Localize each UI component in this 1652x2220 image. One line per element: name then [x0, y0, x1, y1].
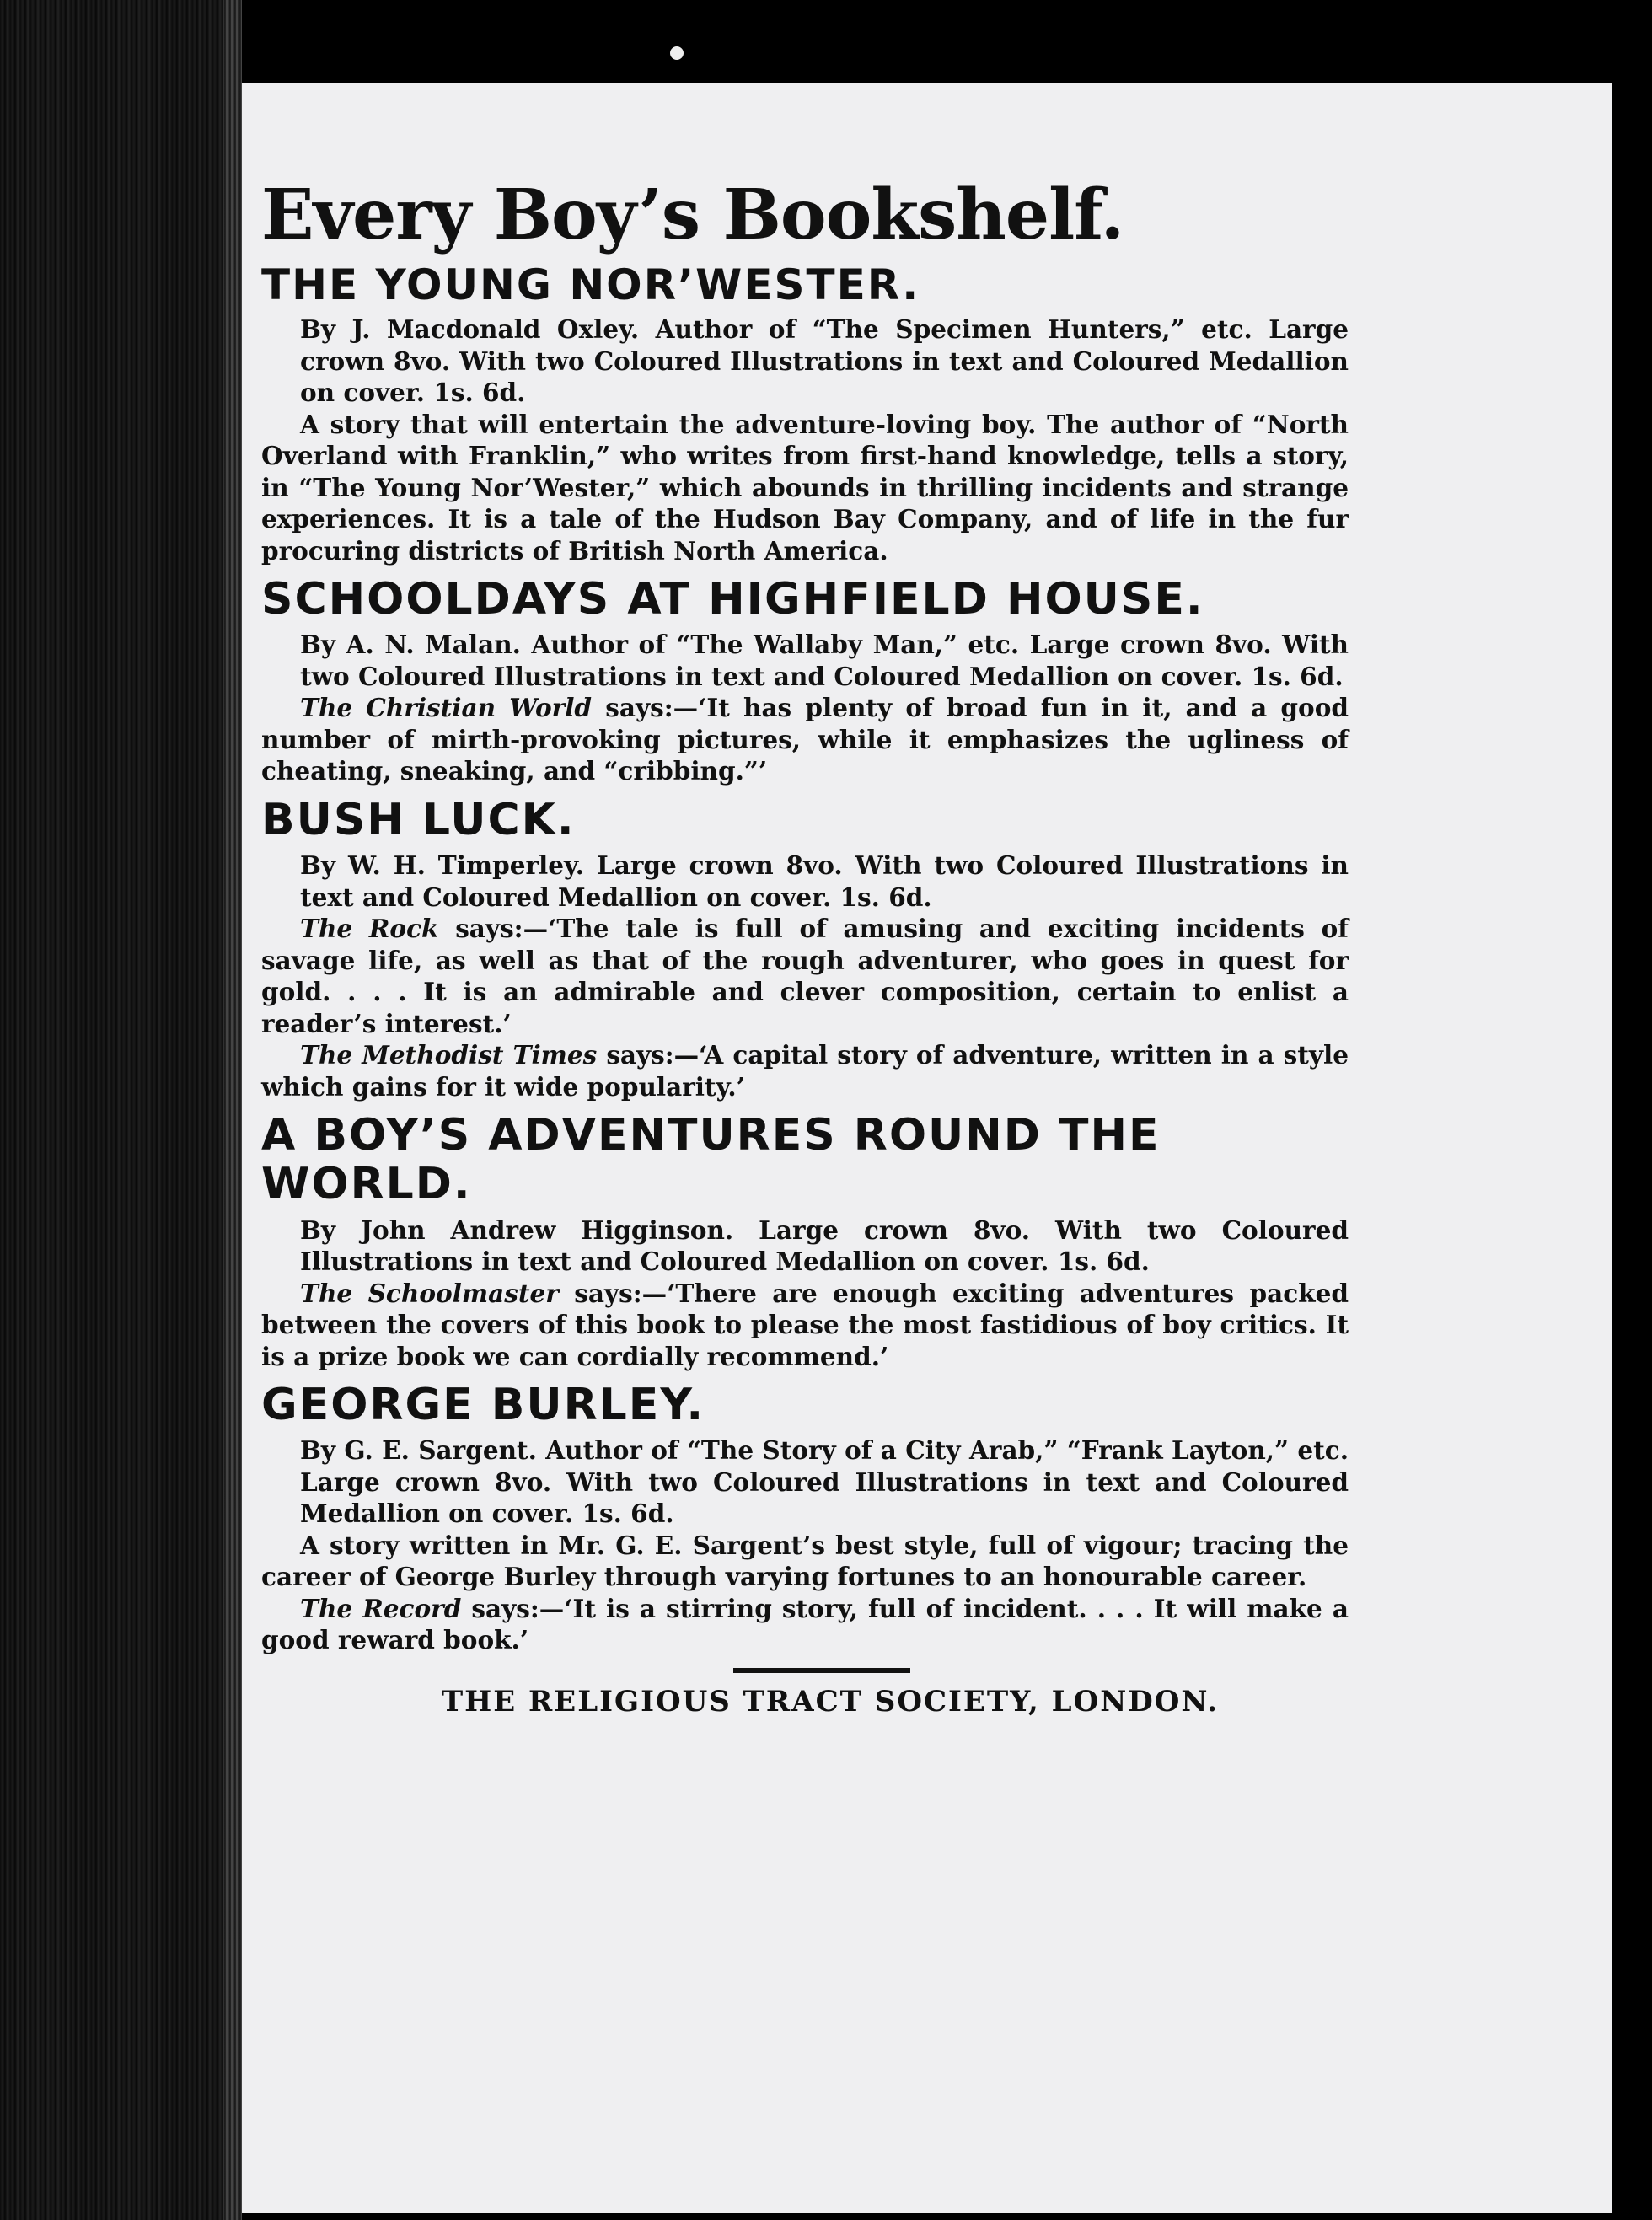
review-source: The Schoolmaster	[300, 1278, 559, 1308]
review-text: A story written in Mr. G. E. Sargent’s best style, full of vigour; tracing the career of George Burley through varying fortunes to an honourable career.	[261, 1530, 1349, 1592]
book-spine	[0, 0, 240, 2220]
review-source: The Christian World	[300, 693, 593, 723]
review-text: says:—‘There are enough exciting adventures packed between the covers of this book to please the most fastidious of boy critics. It is a prize book we can cordially recommend.’	[261, 1278, 1349, 1371]
page-title: Every Boy’s Bookshelf.	[261, 174, 1124, 255]
book-title: BUSH LUCK.	[261, 794, 576, 845]
book-title: A BOY’S ADVENTURES ROUND THE WORLD.	[261, 1110, 1161, 1210]
review-text: says:—‘It is a stirring story, full of incident. . . . It will make a good reward book.’	[261, 1593, 1349, 1655]
book-byline: By John Andrew Higginson. Large crown 8vo. With two Coloured Illustrations in text and Coloured Medallion on cover. 1s. 6d.	[300, 1215, 1349, 1277]
book-byline: By W. H. Timperley. Large crown 8vo. With two Coloured Illustrations in text and Coloured Medallion on cover. 1s. 6d.	[300, 850, 1349, 912]
book-byline: By J. Macdonald Oxley. Author of “The Specimen Hunters,” etc. Large crown 8vo. With two Coloured Illustrations in text and Coloured Medallion on cover. 1s. 6d.	[300, 314, 1349, 408]
book-byline: By G. E. Sargent. Author of “The Story of a City Arab,” “Frank Layton,” etc. Large crown 8vo. With two Coloured Illustrations in text and Coloured Medallion on cover. 1s. 6d.	[300, 1435, 1349, 1529]
divider-rule	[733, 1668, 910, 1673]
page-edges	[223, 0, 242, 2220]
book-byline: By A. N. Malan. Author of “The Wallaby Man,” etc. Large crown 8vo. With two Coloured Illustrations in text and Coloured Medallion on cover. 1s. 6d.	[300, 630, 1349, 691]
book-entry-george-burley	[261, 1381, 1349, 1656]
review-text: says:—‘The tale is full of amusing and exciting incidents of savage life, as well as that of the rough adventurer, who goes in quest for gold. . . . It is an admirable and clever composition, certain to enlist a reader’s interest.’	[261, 914, 1349, 1038]
review-text: says:—‘A capital story of adventure, written in a style which gains for it wide popularity.’	[261, 1040, 1349, 1102]
book-review	[261, 1039, 1349, 1102]
book-review	[261, 692, 1349, 787]
book-entry-young-norwester	[261, 261, 1349, 566]
review-source: The Record	[300, 1593, 462, 1623]
book-description	[261, 409, 1349, 567]
book-entry-schooldays	[261, 575, 1349, 787]
review-text: A story that will entertain the adventure-loving boy. The author of “North Overland with Franklin,” who writes from first-hand knowledge, tells a story, in “The Young Nor’Wester,” which abounds in thrilling incidents and strange experiences. It is a tale of the Hudson Bay Company, and of life in the fur procuring districts of British North America.	[261, 409, 1349, 566]
book-description	[261, 1530, 1349, 1593]
book-review	[261, 1278, 1349, 1373]
review-source: The Rock	[300, 914, 439, 944]
scan-mark	[670, 46, 684, 60]
book-entry-bush-luck	[261, 796, 1349, 1102]
review-source: The Methodist Times	[300, 1040, 598, 1070]
review-text: says:—‘It has plenty of broad fun in it, and a good number of mirth-provoking pictures, while it emphasizes the ugliness of cheating, sneaking, and “cribbing.”’	[261, 693, 1349, 786]
publisher-imprint: THE RELIGIOUS TRACT SOCIETY, LONDON.	[441, 1684, 1220, 1719]
book-review	[261, 1593, 1349, 1656]
book-review	[261, 913, 1349, 1039]
advertisement-page	[261, 174, 1349, 1719]
book-entry-boys-adventures	[261, 1111, 1349, 1372]
book-title: THE YOUNG NOR’WESTER.	[261, 260, 920, 310]
book-title: SCHOOLDAYS AT HIGHFIELD HOUSE.	[261, 574, 1204, 625]
book-title: GEORGE BURLEY.	[261, 1380, 705, 1431]
